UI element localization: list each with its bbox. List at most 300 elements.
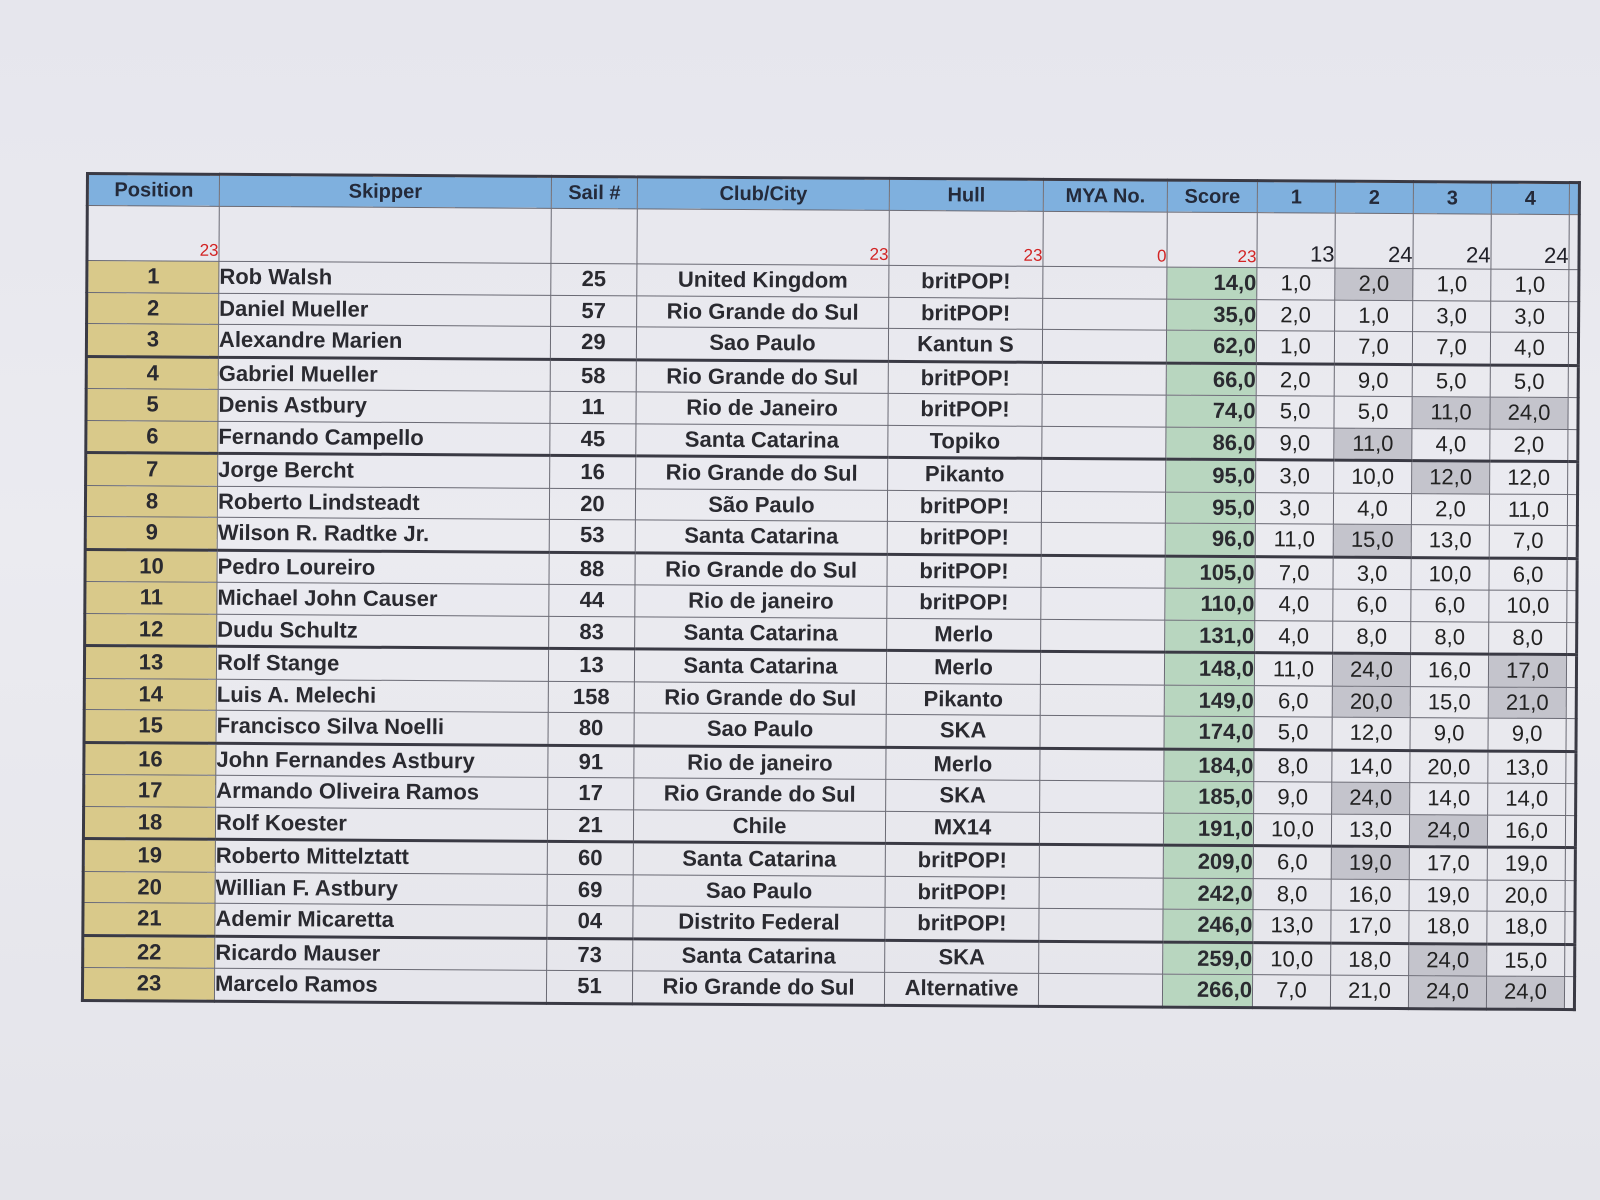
hull-cell: Merlo [886,747,1040,780]
score-cell: 149,0 [1164,685,1254,717]
hull-cell: Merlo [886,650,1040,683]
score-cell: 96,0 [1165,523,1255,556]
mya-cell [1042,362,1166,395]
race-4-cell: 8,0 [1489,622,1567,655]
mya-cell [1039,908,1163,941]
count-skipper [219,206,551,263]
overflow-cell [1569,270,1579,302]
position-cell: 4 [86,356,218,389]
race-1-cell: 10,0 [1253,813,1331,846]
hull-cell: britPOP! [887,586,1041,618]
club-cell: Rio Grande do Sul [636,456,888,490]
mya-cell [1040,715,1164,748]
race-2-cell: 1,0 [1335,300,1413,332]
club-cell: Distrito Federal [633,906,885,940]
race-2-cell: 17,0 [1331,910,1409,943]
race-4-cell: 13,0 [1488,751,1566,784]
race-4-cell: 3,0 [1491,301,1569,333]
mya-cell [1040,780,1164,812]
skipper-cell: Roberto Lindsteadt [217,486,549,520]
race-3-cell: 5,0 [1412,364,1490,397]
hull-cell: MX14 [885,811,1039,844]
col-header-race-2: 2 [1335,181,1413,213]
score-cell: 148,0 [1164,652,1254,685]
skipper-cell: Wilson R. Radtke Jr. [217,517,549,552]
hull-cell: britPOP! [889,297,1043,329]
col-header-skipper: Skipper [219,174,551,208]
club-cell: Rio Grande do Sul [632,971,884,1005]
count-race-2: 24 [1335,213,1413,268]
hull-cell: SKA [885,940,1039,973]
hull-cell: Pikanto [888,457,1042,490]
race-4-cell: 18,0 [1487,911,1565,944]
race-2-cell: 24,0 [1332,782,1410,814]
race-1-cell: 1,0 [1256,331,1334,364]
race-2-cell: 2,0 [1335,268,1413,300]
col-header-score: Score [1167,180,1257,213]
score-cell: 259,0 [1163,942,1253,975]
score-cell: 62,0 [1166,330,1256,363]
count-mya: 0 [1043,211,1167,267]
position-cell: 20 [83,871,215,903]
score-cell: 105,0 [1165,556,1255,589]
score-cell: 209,0 [1163,845,1253,878]
club-cell: United Kingdom [637,264,889,297]
race-4-cell: 6,0 [1489,558,1567,591]
sail-cell: 60 [547,841,633,874]
position-cell: 13 [84,646,216,679]
race-1-cell: 6,0 [1253,846,1331,879]
count-position: 23 [87,206,219,262]
race-1-cell: 11,0 [1255,524,1333,557]
race-3-cell: 7,0 [1412,332,1490,365]
race-1-cell: 1,0 [1257,268,1335,300]
score-cell: 266,0 [1162,974,1252,1007]
race-3-cell: 18,0 [1409,911,1487,944]
race-2-cell: 12,0 [1332,717,1410,750]
race-3-cell: 9,0 [1410,718,1488,751]
count-hull: 23 [889,210,1043,266]
race-1-cell: 5,0 [1254,717,1332,750]
race-4-cell: 2,0 [1490,429,1568,462]
mya-cell [1041,587,1165,619]
score-cell: 174,0 [1164,716,1254,749]
skipper-cell: Roberto Mittelztatt [215,839,547,874]
col-header-sail: Sail # [551,176,637,209]
race-2-cell: 21,0 [1330,975,1408,1008]
race-4-cell: 9,0 [1488,718,1566,751]
race-3-cell: 24,0 [1409,943,1487,976]
club-cell: Rio Grande do Sul [635,552,887,586]
race-2-cell: 6,0 [1333,589,1411,621]
score-cell: 35,0 [1167,299,1257,331]
mya-cell [1042,458,1166,491]
sail-cell: 45 [550,423,636,456]
skipper-cell: Luis A. Melechi [216,679,548,713]
race-4-cell: 5,0 [1490,365,1568,398]
sail-cell: 44 [549,584,635,616]
overflow-cell [1568,462,1578,495]
sail-cell: 91 [548,745,634,778]
hull-cell: Alternative [884,972,1038,1005]
position-cell: 19 [83,838,215,871]
sail-cell: 21 [547,809,633,842]
skipper-cell: Daniel Mueller [219,293,551,327]
skipper-cell: Willian F. Astbury [215,872,547,906]
club-cell: Rio de Janeiro [636,392,888,425]
race-2-cell: 14,0 [1332,750,1410,783]
race-1-cell: 2,0 [1257,299,1335,331]
club-cell: Santa Catarina [633,842,885,876]
sail-cell: 80 [548,712,634,745]
overflow-cell [1564,977,1574,1010]
hull-cell: Pikanto [886,683,1040,715]
race-4-cell: 24,0 [1490,397,1568,429]
position-cell: 16 [84,742,216,775]
score-cell: 242,0 [1163,878,1253,910]
overflow-cell [1566,751,1576,784]
race-1-cell: 4,0 [1255,620,1333,653]
race-2-cell: 24,0 [1332,653,1410,686]
race-4-cell: 16,0 [1487,815,1565,848]
skipper-cell: Rolf Stange [216,646,548,681]
race-3-cell: 19,0 [1409,879,1487,911]
overflow-cell [1569,301,1579,333]
race-2-cell: 20,0 [1332,686,1410,718]
race-3-cell: 17,0 [1409,847,1487,880]
skipper-cell: Denis Astbury [218,389,550,423]
club-cell: Santa Catarina [635,616,887,650]
race-1-cell: 3,0 [1255,492,1333,524]
position-cell: 11 [85,582,217,614]
overflow-cell [1567,558,1577,591]
position-cell: 18 [83,806,215,839]
sail-cell: 16 [550,455,636,488]
col-header-mya: MYA No. [1043,179,1167,212]
race-4-cell: 4,0 [1490,332,1568,365]
race-3-cell: 3,0 [1413,300,1491,332]
club-cell: Rio de janeiro [634,745,886,779]
position-cell: 17 [84,774,216,806]
position-cell: 22 [83,935,215,968]
col-header-race-4: 4 [1491,182,1569,214]
skipper-cell: Ademir Micaretta [215,903,547,938]
overflow-cell [1566,687,1576,719]
club-cell: Rio de janeiro [635,585,887,618]
score-cell: 184,0 [1164,749,1254,782]
hull-cell: britPOP! [885,876,1039,908]
mya-cell [1039,941,1163,974]
mya-cell [1043,266,1167,298]
mya-cell [1040,651,1164,684]
race-1-cell: 7,0 [1252,975,1330,1008]
hull-cell: britPOP! [887,490,1041,522]
col-header-overflow [1569,183,1579,215]
overflow-cell [1567,591,1577,623]
race-4-cell: 1,0 [1491,269,1569,301]
count-row [87,206,1579,270]
sail-cell: 53 [549,519,635,552]
mya-cell [1042,394,1166,426]
race-1-cell: 8,0 [1253,878,1331,910]
col-header-position: Position [87,174,219,207]
col-header-race-1: 1 [1257,181,1335,213]
sail-cell: 158 [548,681,634,713]
mya-cell [1038,973,1162,1006]
race-1-cell: 9,0 [1256,427,1334,460]
score-cell: 74,0 [1166,395,1256,427]
club-cell: São Paulo [635,488,887,521]
mya-cell [1041,491,1165,523]
club-cell: Sao Paulo [634,713,886,747]
race-2-cell: 16,0 [1331,879,1409,911]
skipper-cell: Rob Walsh [219,261,551,295]
skipper-cell: Michael John Causer [217,582,549,616]
race-3-cell: 11,0 [1412,397,1490,429]
skipper-cell: Dudu Schultz [217,614,549,649]
hull-cell: britPOP! [887,554,1041,587]
mya-cell [1039,844,1163,877]
overflow-cell [1565,880,1575,912]
skipper-cell: Alexandre Marien [218,324,550,359]
position-cell: 6 [86,420,218,453]
race-2-cell: 4,0 [1333,493,1411,525]
club-cell: Sao Paulo [636,327,888,361]
overflow-cell [1567,494,1577,526]
overflow-cell [1565,815,1575,848]
skipper-cell: Rolf Koester [215,807,547,842]
club-cell: Rio Grande do Sul [634,681,886,714]
race-2-cell: 13,0 [1331,814,1409,847]
overflow-cell [1568,429,1578,462]
club-cell: Chile [633,809,885,843]
mya-cell [1039,877,1163,909]
race-1-cell: 8,0 [1254,749,1332,782]
sail-cell: 17 [548,777,634,809]
sail-cell: 13 [548,648,634,681]
race-4-cell: 11,0 [1489,494,1567,526]
score-cell: 191,0 [1163,813,1253,846]
sail-cell: 29 [550,326,636,359]
score-cell: 95,0 [1166,459,1256,492]
skipper-cell: Marcelo Ramos [214,968,546,1003]
race-3-cell: 1,0 [1413,269,1491,301]
mya-cell [1043,298,1167,330]
score-cell: 86,0 [1166,427,1256,460]
count-sail [551,208,637,264]
skipper-cell: Pedro Loureiro [217,550,549,585]
race-1-cell: 6,0 [1254,685,1332,717]
skipper-cell: John Fernandes Astbury [216,743,548,778]
race-4-cell: 10,0 [1489,590,1567,622]
results-body [82,261,1578,1010]
race-3-cell: 24,0 [1408,976,1486,1009]
race-3-cell: 16,0 [1410,654,1488,687]
sail-cell: 11 [550,391,636,423]
race-2-cell: 11,0 [1334,428,1412,461]
position-cell: 15 [84,709,216,742]
race-1-cell: 13,0 [1253,910,1331,943]
col-header-race-3: 3 [1413,182,1491,214]
count-club: 23 [637,209,889,266]
club-cell: Rio Grande do Sul [634,778,886,811]
position-cell: 1 [87,261,219,293]
race-2-cell: 18,0 [1331,943,1409,976]
hull-cell: Kantun S [888,328,1042,361]
race-3-cell: 14,0 [1410,783,1488,815]
overflow-cell [1566,719,1576,752]
position-cell: 5 [86,389,218,421]
race-3-cell: 13,0 [1411,525,1489,558]
race-4-cell: 17,0 [1488,654,1566,687]
position-cell: 7 [86,453,218,486]
position-cell: 23 [82,967,214,1000]
race-4-cell: 12,0 [1490,461,1568,494]
overflow-cell [1565,848,1575,881]
race-3-cell: 6,0 [1411,590,1489,622]
skipper-cell: Armando Oliveira Ramos [216,775,548,809]
race-1-cell: 11,0 [1254,653,1332,686]
hull-cell: britPOP! [887,521,1041,554]
race-4-cell: 14,0 [1488,783,1566,815]
overflow-cell [1566,784,1576,816]
race-1-cell: 5,0 [1256,396,1334,428]
mya-cell [1040,684,1164,716]
sail-cell: 51 [546,970,632,1003]
hull-cell: Topiko [888,425,1042,458]
count-race-4: 24 [1491,214,1569,269]
race-4-cell: 15,0 [1487,944,1565,977]
hull-cell: britPOP! [885,907,1039,940]
score-cell: 110,0 [1165,588,1255,620]
position-cell: 12 [85,613,217,646]
race-1-cell: 10,0 [1253,942,1331,975]
race-4-cell: 24,0 [1486,976,1564,1009]
position-cell: 2 [87,292,219,324]
results-table [81,172,1581,1011]
score-cell: 66,0 [1166,363,1256,396]
race-2-cell: 3,0 [1333,557,1411,590]
race-2-cell: 5,0 [1334,396,1412,428]
race-3-cell: 24,0 [1409,814,1487,847]
race-3-cell: 20,0 [1410,750,1488,783]
race-1-cell: 4,0 [1255,589,1333,621]
mya-cell [1041,522,1165,555]
mya-cell [1040,748,1164,781]
mya-cell [1041,555,1165,588]
score-cell: 246,0 [1163,909,1253,942]
count-race-1: 13 [1257,213,1335,268]
score-cell: 95,0 [1165,492,1255,524]
race-4-cell: 19,0 [1487,847,1565,880]
race-3-cell: 10,0 [1411,557,1489,590]
club-cell: Rio Grande do Sul [636,359,888,393]
score-cell: 131,0 [1165,620,1255,653]
sail-cell: 57 [551,295,637,327]
overflow-cell [1566,655,1576,688]
position-cell: 21 [83,902,215,935]
race-4-cell: 21,0 [1488,687,1566,719]
mya-cell [1042,329,1166,362]
skipper-cell: Fernando Campello [218,421,550,456]
club-cell: Santa Catarina [635,520,887,554]
mya-cell [1042,426,1166,459]
position-cell: 14 [84,678,216,710]
sail-cell: 25 [551,263,637,295]
overflow-cell [1568,365,1578,398]
hull-cell: SKA [886,779,1040,811]
count-race-3: 24 [1413,214,1491,269]
race-3-cell: 2,0 [1411,493,1489,525]
position-cell: 8 [85,485,217,517]
results-sheet [81,172,1581,1011]
club-cell: Santa Catarina [633,938,885,972]
race-1-cell: 7,0 [1255,556,1333,589]
overflow-cell [1568,333,1578,366]
sail-cell: 20 [549,488,635,520]
sail-cell: 04 [547,905,633,938]
race-3-cell: 4,0 [1412,428,1490,461]
race-2-cell: 8,0 [1333,621,1411,654]
race-1-cell: 9,0 [1254,782,1332,814]
overflow-cell [1565,944,1575,977]
overflow-cell [1567,526,1577,559]
race-2-cell: 10,0 [1334,460,1412,493]
race-4-cell: 7,0 [1489,525,1567,558]
skipper-cell: Francisco Silva Noelli [216,710,548,745]
hull-cell: SKA [886,714,1040,747]
overflow-cell [1565,912,1575,945]
club-cell: Sao Paulo [633,874,885,907]
position-cell: 9 [85,517,217,550]
club-cell: Rio Grande do Sul [637,295,889,328]
count-overflow [1569,215,1579,270]
club-cell: Santa Catarina [634,649,886,683]
sail-cell: 83 [549,616,635,649]
score-cell: 14,0 [1167,267,1257,299]
race-1-cell: 3,0 [1256,460,1334,493]
race-2-cell: 9,0 [1334,364,1412,397]
score-cell: 185,0 [1164,781,1254,813]
position-cell: 3 [86,324,218,357]
race-2-cell: 7,0 [1334,331,1412,364]
sail-cell: 88 [549,552,635,585]
hull-cell: Merlo [887,618,1041,651]
skipper-cell: Ricardo Mauser [215,936,547,971]
race-1-cell: 2,0 [1256,363,1334,396]
race-3-cell: 12,0 [1412,461,1490,494]
overflow-cell [1567,622,1577,655]
race-3-cell: 15,0 [1410,686,1488,718]
overflow-cell [1568,398,1578,430]
hull-cell: britPOP! [888,361,1042,394]
mya-cell [1041,619,1165,652]
hull-cell: britPOP! [888,393,1042,425]
col-header-hull: Hull [889,178,1043,211]
count-score: 23 [1167,212,1257,268]
position-cell: 10 [85,549,217,582]
skipper-cell: Jorge Bercht [218,453,550,488]
mya-cell [1039,812,1163,845]
race-4-cell: 20,0 [1487,880,1565,912]
col-header-club: Club/City [637,177,889,211]
hull-cell: britPOP! [885,843,1039,876]
sail-cell: 73 [547,938,633,971]
sail-cell: 58 [550,359,636,392]
hull-cell: britPOP! [889,265,1043,297]
skipper-cell: Gabriel Mueller [218,357,550,392]
race-3-cell: 8,0 [1411,621,1489,654]
